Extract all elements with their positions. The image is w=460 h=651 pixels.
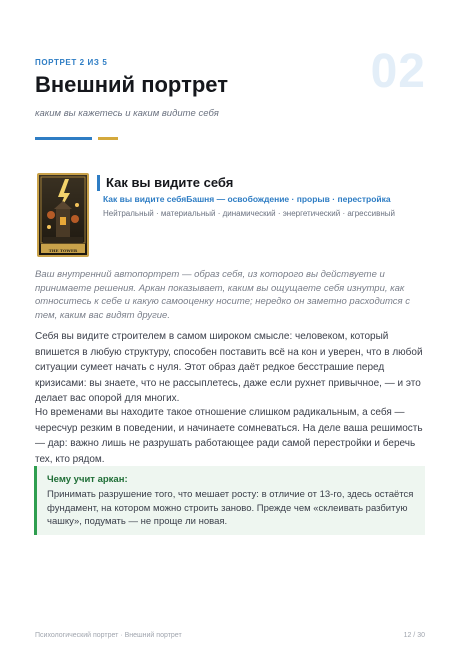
callout-text: Принимать разрушение того, что мешает росту: в отличие от 13-го, здесь остаётся фундамент, на котором можно строить заново. Прежде чем «склеивать разбитую чашку», подумать — не проще ли новая. [47, 489, 414, 527]
arcana-traits: Нейтральный · материальный · динамический · энергетический · агрессивный [103, 209, 395, 218]
tarot-card-image [37, 173, 89, 257]
tower-card-illustration [39, 175, 87, 255]
section-title: Как вы видите себя [106, 175, 234, 190]
footer-document-title: Психологический портрет · Внешний портрет [35, 632, 182, 639]
page-subtitle: каким вы кажетесь и каким видите себя [35, 108, 219, 119]
section-heading [97, 175, 233, 191]
accent-rule-blue [35, 137, 92, 140]
body-paragraph-1: Себя вы видите строителем в самом широком смысле: человеком, который впишется в любую структуру, способен поставить всё на кон и уверен, что в любой ситуации сумеет начать с нуля. Этот образ даёт редкое бесстрашие перед кризисами: вы знаете, что не рассыплетесь, даже если рухнет привычное, — и это делает вас опорой для многих. [35, 331, 423, 404]
page-number-watermark: 02 [370, 45, 426, 98]
tarot-card-caption: THE TOWER [48, 248, 78, 253]
lead-paragraph: Ваш внутренний автопортрет — образ себя, из которого вы действуете и принимаете решения. Аркан показывает, каким вы ощущаете себя изнутри, как относитесь к себе и какую самооценку носите; нередко он заметно расходится с тем, каким вас видят другие. [35, 269, 411, 321]
callout-title: Чему учит аркан: [47, 474, 128, 485]
page-kicker: ПОРТРЕТ 2 ИЗ 5 [35, 58, 108, 67]
accent-rule-gold [98, 137, 118, 140]
lesson-callout [34, 466, 425, 535]
footer-page-counter: 12 / 30 [403, 632, 425, 639]
arcana-keywords: Как вы видите себяБашня — освобождение · прорыв · перестройка [103, 194, 391, 204]
body-paragraph-2: Но временами вы находите такое отношение слишком радикальным, а себя — чересчур резким в поведении, и начинаете сомневаться. На деле ваша решимость — дар: важно лишь не разрушать работающее ради самой перестройки и беречь тех, кто рядом. [35, 407, 423, 465]
page-title: Внешний портрет [35, 72, 229, 97]
